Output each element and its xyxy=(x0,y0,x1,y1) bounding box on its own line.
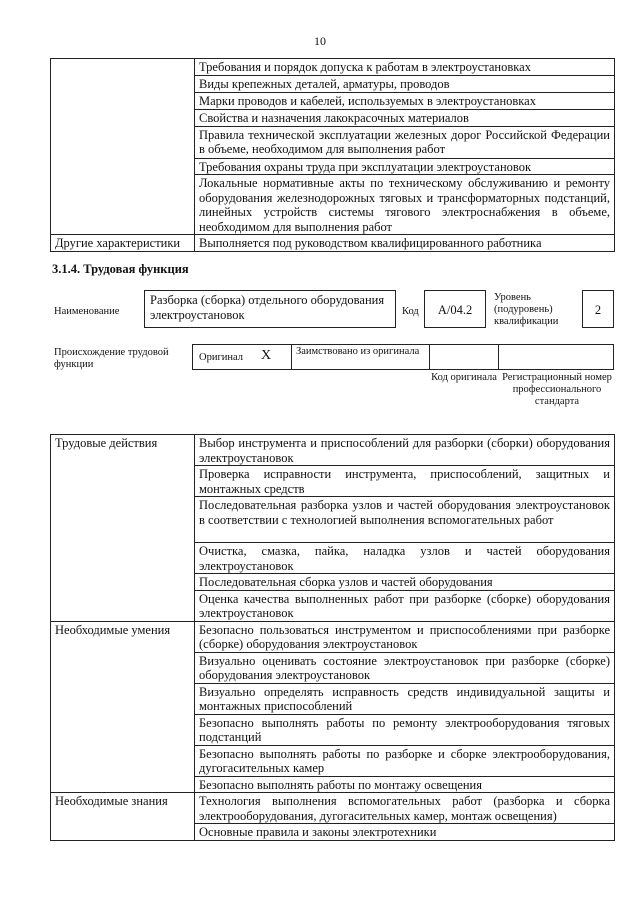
empty-label-cell xyxy=(51,59,195,235)
skill-row: Безопасно выполнять работы по ремонту электрооборудования тяговых подстанций xyxy=(195,714,615,745)
reg-number-caption: Регистрационный номер профессионального стандарта xyxy=(502,372,612,407)
code-label: Код xyxy=(402,306,419,317)
function-details-table xyxy=(50,434,615,841)
function-name-box: Разборка (сборка) отдельного оборудования электроустановок xyxy=(144,290,396,328)
labor-action-row: Проверка исправности инструмента, приспособлений, защитных и монтажных средств xyxy=(195,466,615,497)
skill-row: Безопасно пользоваться инструментом и приспособлениями при разборке (сборке) оборудования электроустановок xyxy=(195,621,615,652)
knowledge-item-row: Основные правила и законы электротехники xyxy=(195,824,615,841)
skill-row: Безопасно выполнять работы по монтажу освещения xyxy=(195,776,615,793)
labor-actions-label: Трудовые действия xyxy=(51,435,195,622)
reg-number-cell xyxy=(498,344,614,370)
knowledge-row: Правила технической эксплуатации железных дорог Российской Федерации в объеме, необходимом для выполнения работ xyxy=(195,126,615,158)
borrowed-cell xyxy=(291,344,430,370)
skill-row: Визуально определять исправность средств индивидуальной защиты и монтажных приспособлений xyxy=(195,683,615,714)
required-knowledge-label: Необходимые знания xyxy=(51,793,195,841)
required-skills-label: Необходимые умения xyxy=(51,621,195,793)
function-code-box: А/04.2 xyxy=(424,290,486,328)
skill-row: Визуально оценивать состояние электроустановок при разборке (сборке) оборудования электроустановок xyxy=(195,652,615,683)
labor-action-row: Выбор инструмента и приспособлений для разборки (сборки) оборудования электроустановок xyxy=(195,435,615,466)
level-value-box: 2 xyxy=(582,290,614,328)
name-label: Наименование xyxy=(54,306,120,317)
origin-code-cell xyxy=(429,344,499,370)
knowledge-row: Марки проводов и кабелей, используемых в электроустановках xyxy=(195,92,615,109)
section-heading: 3.1.4. Трудовая функция xyxy=(52,262,189,276)
other-characteristics-label: Другие характеристики xyxy=(51,235,195,252)
original-label: Оригинал xyxy=(199,352,243,363)
knowledge-table-continued xyxy=(50,58,615,252)
knowledge-row: Виды крепежных деталей, арматуры, проводов xyxy=(195,75,615,92)
origin-label: Происхождение трудовой функции xyxy=(54,347,169,370)
other-characteristics-value: Выполняется под руководством квалифицированного работника xyxy=(195,235,615,252)
code-caption: Код оригинала xyxy=(431,372,497,383)
page-number: 10 xyxy=(314,34,326,48)
labor-action-row: Последовательная сборка узлов и частей оборудования xyxy=(195,574,615,591)
labor-action-row: Очистка, смазка, пайка, наладка узлов и частей оборудования электроустановок xyxy=(195,543,615,574)
knowledge-row: Требования охраны труда при эксплуатации электроустановок xyxy=(195,158,615,175)
knowledge-row: Локальные нормативные акты по техническому обслуживанию и ремонту оборудования железнодорожных тяговых и трансформаторных подстанций, линейных устройств системы тягового электроснабжения в объеме, необходимом для выполнения работ xyxy=(195,175,615,235)
labor-action-row: Оценка качества выполненных работ при разборке (сборке) оборудования электроустановок xyxy=(195,590,615,621)
knowledge-row: Требования и порядок допуска к работам в электроустановках xyxy=(195,59,615,76)
labor-action-row: Последовательная разборка узлов и частей оборудования электроустановок в соответствии с технологией выполнения вспомогательных работ xyxy=(195,497,615,543)
level-label: Уровень (подуровень) квалификации xyxy=(494,292,559,327)
knowledge-item-row: Технология выполнения вспомогательных работ (разборка и сборка электрооборудования, дугогасительных камер, монтаж освещения) xyxy=(195,793,615,824)
original-cell xyxy=(192,344,292,370)
knowledge-row: Свойства и назначения лакокрасочных материалов xyxy=(195,109,615,126)
skill-row: Безопасно выполнять работы по разборке и сборке электрооборудования, дугогасительных камер xyxy=(195,745,615,776)
original-mark: X xyxy=(261,348,272,363)
borrowed-label: Заимствовано из оригинала xyxy=(296,346,420,357)
